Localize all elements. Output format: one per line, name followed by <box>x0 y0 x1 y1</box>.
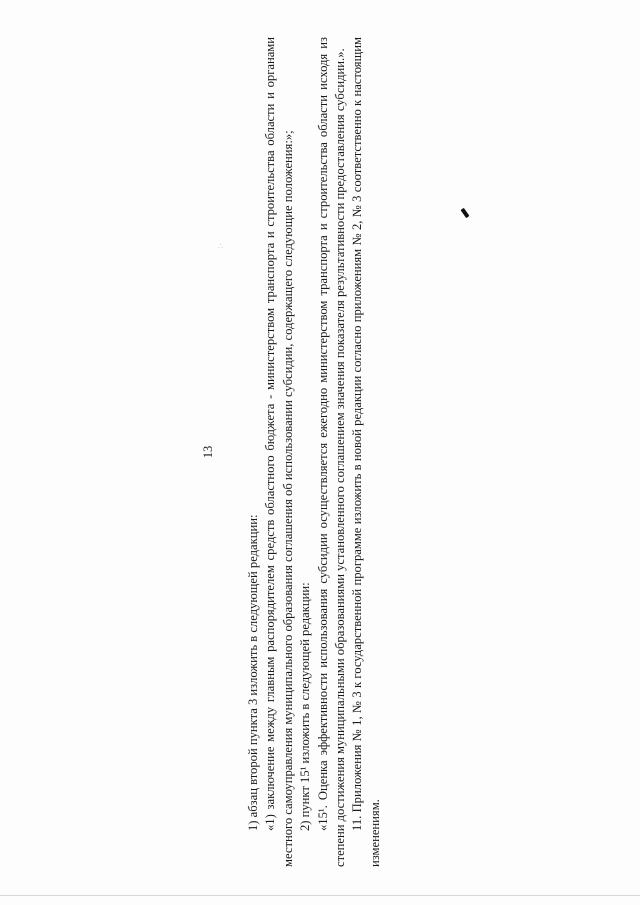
paragraph-1: 1) абзац второй пункта 3 изложить в следующей редакции: <box>246 514 260 831</box>
paragraph-3: 2) пункт 15¹ изложить в следующей редакции: <box>298 582 313 831</box>
document-body <box>245 37 384 867</box>
rotated-page-content <box>201 37 425 867</box>
page-number: 13 <box>201 445 215 459</box>
paragraph-2: «1) заключение между главным распорядителем средств областного бюджета - министерством транспорта и строительства области и органами местного самоуправления муниципального образования соглашения об использовании субсидии, содержащего следующие положения:»; <box>263 37 295 867</box>
scan-bottom-edge <box>0 895 640 896</box>
scan-artifact-mark <box>460 208 469 218</box>
paragraph-5: 11. Приложения № 1, № 3 к государственной программе изложить в новой редакции согласно приложениям № 2, № 3 соответственно к настоящим изменениям. <box>350 37 382 867</box>
scan-artifact-speck: ∴ <box>218 242 224 251</box>
paragraph-4: «15¹. Оценка эффективности использования субсидии осуществляется ежегодно министерством транспорта и строительства области исходя из степени достижения муниципальными образованиями установленного соглашением значения показателя результативности предоставления субсидии.». <box>315 37 348 867</box>
